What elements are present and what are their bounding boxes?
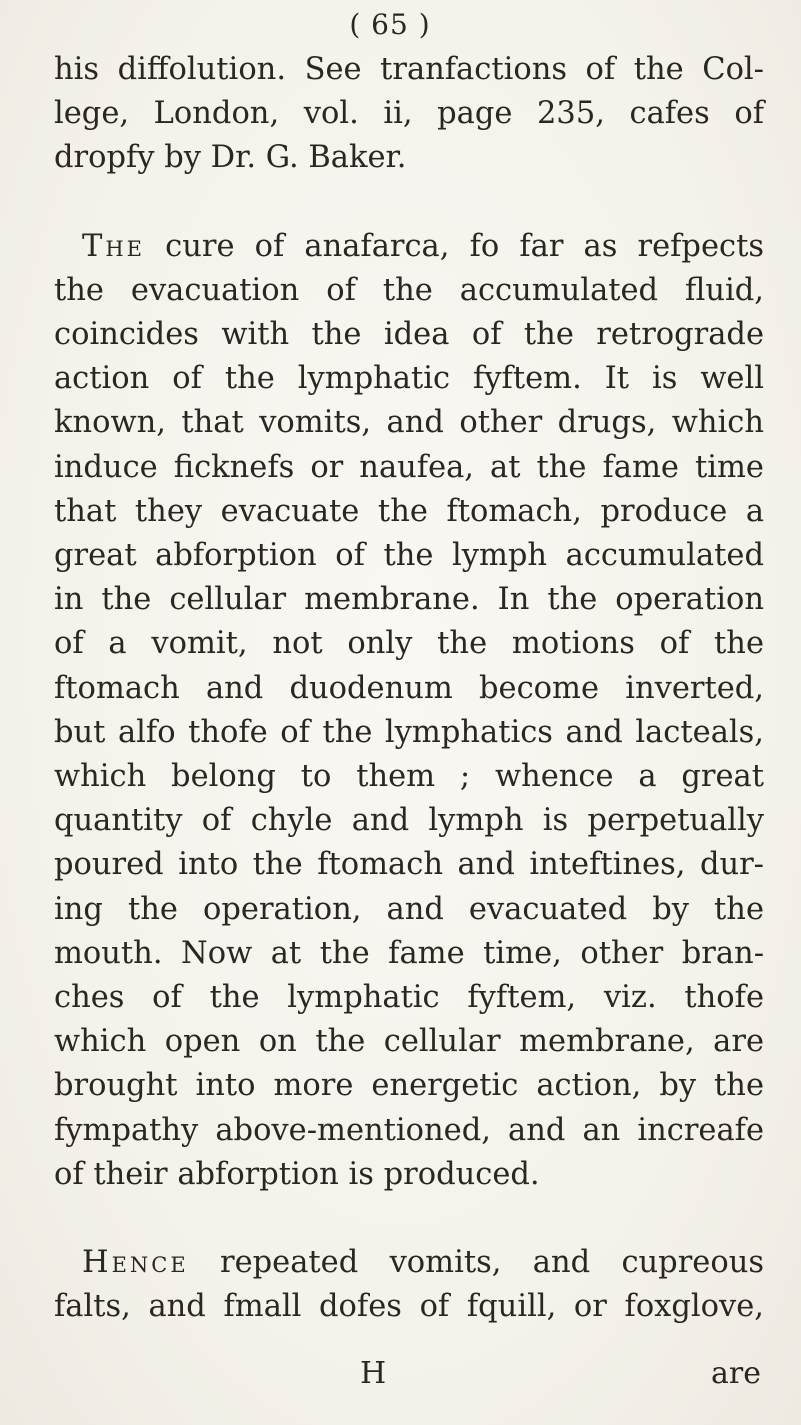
page-body-text <box>54 48 764 1329</box>
text-line: ing the operation, and evacuated by the <box>54 891 764 927</box>
page-number: ( 65 ) <box>349 8 431 41</box>
paragraph-opening-line: Hence repeated vomits, and cupreous <box>82 1245 764 1281</box>
text-line: mouth. Now at the fame time, other bran- <box>54 935 764 971</box>
text-line: quantity of chyle and lymph is perpetually <box>54 803 764 839</box>
signature-mark: H <box>360 1356 387 1391</box>
text-line: which belong to them ; whence a great <box>54 759 764 795</box>
text-line: but alfo thofe of the lymphatics and lacteals, <box>54 714 764 750</box>
text-line: his diffolution. See tranfactions of the Col- <box>54 52 764 87</box>
text-line: which open on the cellular membrane, are <box>54 1024 764 1060</box>
text-line: fympathy above-mentioned, and an increafe <box>54 1112 764 1148</box>
text-line: lege, London, vol. ii, page 235, cafes of <box>54 96 764 132</box>
catchword: are <box>711 1356 761 1391</box>
paragraph-gap <box>54 1197 764 1241</box>
text-line: great abforption of the lymph accumulated <box>54 538 764 574</box>
text-line: poured into the ftomach and inteftines, dur- <box>54 847 764 883</box>
text-line: brought into more energetic action, by the <box>54 1068 764 1104</box>
text-line: ches of the lymphatic fyftem, viz. thofe <box>54 980 764 1016</box>
text-line: the evacuation of the accumulated fluid, <box>54 272 764 308</box>
text-line: in the cellular membrane. In the operation <box>54 582 764 618</box>
small-caps-lead-word: Hence <box>82 1245 189 1281</box>
text-line: coincides with the idea of the retrograde <box>54 317 764 353</box>
text-line: falts, and fmall dofes of fquill, or foxglove, <box>54 1289 764 1325</box>
paragraph-gap <box>54 181 764 225</box>
text-line: ftomach and duodenum become inverted, <box>54 670 764 706</box>
page-footer <box>0 1356 801 1396</box>
text-line: that they evacuate the ftomach, produce a <box>54 493 764 529</box>
text-line: of a vomit, not only the motions of the <box>54 626 764 662</box>
paragraph-opening-line: The cure of anafarca, fo far as refpects <box>82 228 764 264</box>
text-line: of their abforption is produced. <box>54 1156 540 1192</box>
text-line: known, that vomits, and other drugs, which <box>54 405 764 441</box>
small-caps-lead-word: The <box>82 228 145 264</box>
text-line: action of the lymphatic fyftem. It is well <box>54 361 764 397</box>
text-line: dropfy by Dr. G. Baker. <box>54 140 407 176</box>
text-line: induce ficknefs or naufea, at the fame time <box>54 449 764 485</box>
